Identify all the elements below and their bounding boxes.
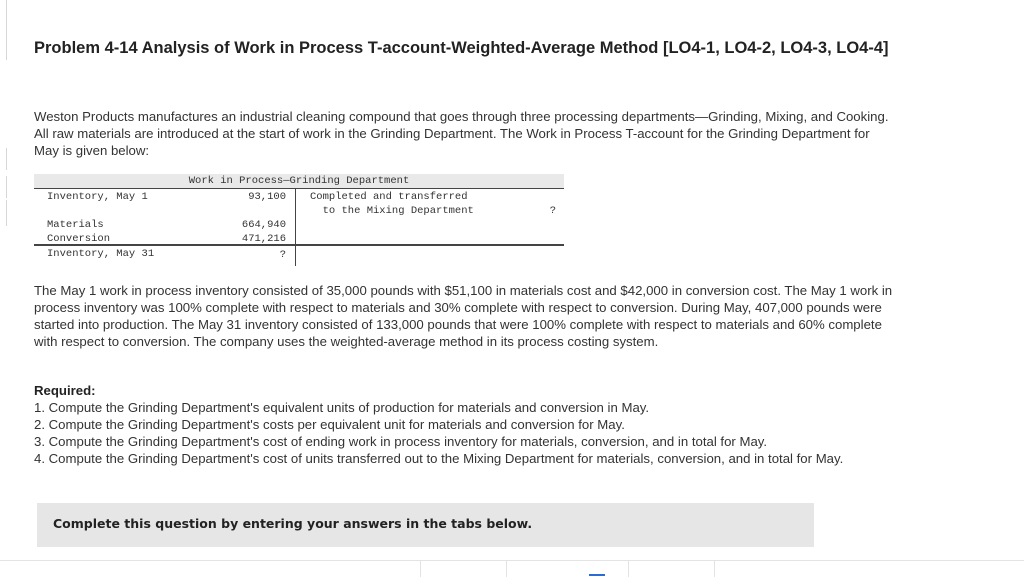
required-item: 1. Compute the Grinding Department's equivalent units of production for materials and conversion in May. (34, 400, 650, 415)
credit-label-completed: Completed and transferred (310, 191, 468, 203)
answer-tabs-strip (0, 560, 1024, 577)
tab-divider (506, 561, 507, 577)
debit-amount-conversion: 471,216 (241, 233, 286, 245)
instruction-box (37, 503, 814, 547)
problem-title: Problem 4-14 Analysis of Work in Process T-account-Weighted-Average Method [LO4-1, LO4-2, LO4-3, LO4-4] (34, 39, 889, 57)
tab-divider (628, 561, 629, 577)
margin-notch (0, 176, 7, 198)
debit-amount-materials: 664,940 (241, 219, 286, 231)
required-section (34, 382, 914, 467)
tab-divider (714, 561, 715, 577)
margin-notch (0, 148, 7, 170)
work-in-process-t-account (34, 174, 564, 266)
tab-divider (420, 561, 421, 577)
debit-label-materials: Materials (47, 219, 104, 231)
debit-amount-inventory-may31: ? (279, 249, 286, 261)
instruction-text: Complete this question by entering your answers in the tabs below. (53, 516, 533, 531)
credit-label-mixing: to the Mixing Department (310, 205, 474, 217)
problem-details: The May 1 work in process inventory consisted of 35,000 pounds with $51,100 in materials cost and $42,000 in conversion cost. The May 1 work in process inventory was 100% complete with respect to materials and 30% complete with respect to conversion. During May, 407,000 pounds were started into production. The May 31 inventory consisted of 133,000 pounds that were 100% complete with respect to materials and 60% complete with respect to conversion. The company uses the weighted-average method in its process costing system. (34, 283, 893, 349)
t-account-divider (295, 189, 296, 266)
t-account-total-rule (34, 244, 564, 246)
margin-notch (0, 0, 7, 60)
required-heading: Required: (34, 383, 96, 398)
t-account-header: Work in Process—Grinding Department (34, 174, 564, 189)
margin-notch (0, 200, 7, 226)
required-item: 4. Compute the Grinding Department's cost of units transferred out to the Mixing Department for materials, conversion, and in total for May. (34, 451, 844, 466)
required-item: 3. Compute the Grinding Department's cost of ending work in process inventory for materials, conversion, and in total for May. (34, 434, 768, 449)
credit-amount-transferred: ? (549, 205, 556, 217)
debit-label-inventory-may1: Inventory, May 1 (47, 191, 148, 203)
problem-intro: Weston Products manufactures an industrial cleaning compound that goes through three processing departments—Grinding, Mixing, and Cooking. All raw materials are introduced at the start of work in the Grinding Department. The Work in Process T-account for the Grinding Department for May is given below: (34, 109, 889, 158)
debit-label-conversion: Conversion (47, 233, 111, 245)
left-margin-rule (0, 0, 6, 576)
debit-label-inventory-may31: Inventory, May 31 (47, 248, 155, 260)
required-item: 2. Compute the Grinding Department's costs per equivalent unit for materials and conversion for May. (34, 417, 625, 432)
debit-amount-inventory-may1: 93,100 (248, 191, 286, 203)
